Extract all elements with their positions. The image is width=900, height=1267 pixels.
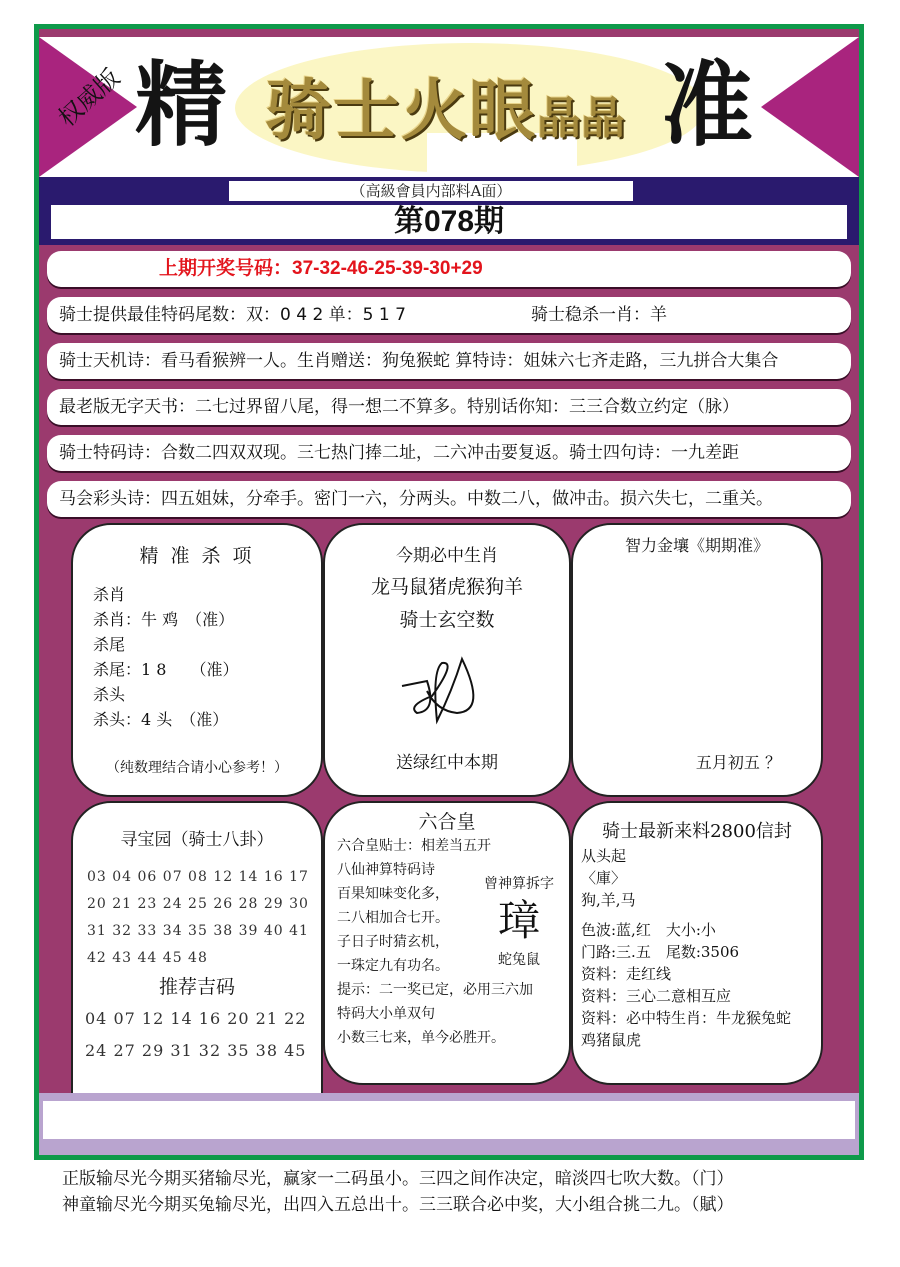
lucky-row: 04 07 12 14 16 20 21 22 [85,1009,307,1028]
kill-items-card [71,523,323,797]
liuhe-tip: 六合皇贴士：相差当五开 [337,838,491,854]
character-split-zodiac: 蛇兔鼠 [498,952,540,968]
character-split-title: 曾神算拆字 [484,876,554,892]
poem-row-1: 骑士天机诗：看马看猴辨一人。生肖赠送：狗兔猴蛇 算特诗：姐妹六七齐走路，三九拼合大集合 [47,343,851,379]
header-title [265,71,625,149]
last-draw-row: 上期开奖号码：37-32-46-25-39-30+29 [47,251,851,287]
footer-blank [43,1101,855,1139]
character-split-char: 璋 [497,896,540,945]
kill-card-title: 精 准 杀 项 [139,545,255,567]
edition-badge: 权威版 [53,63,126,133]
treasure-title: 寻宝园（骑士八卦） [120,830,274,850]
liuhe-verse-title: 特码大小单双句 [337,1006,435,1022]
issue-number: 第078期 [51,205,847,239]
liuhe-card [323,801,571,1085]
info-line: 资料：必中特生肖：牛龙猴兔蛇 [581,1009,792,1027]
color-wave: 色波:蓝,红 大小:小 [581,921,716,939]
poster-header [39,37,859,177]
liuhe-poem-line: 二八相加合七开。 [337,910,449,926]
character-split-box [471,873,567,969]
wisdom-title: 智力金壤《期期准》 [624,536,769,555]
number-row: 20 21 23 24 25 26 28 29 30 [87,896,309,912]
footer-band [39,1093,859,1155]
kill-card-note: （纯数理结合请小心参考！） [106,760,288,776]
kill-line: 杀尾：1 8 （准） [93,660,239,679]
kill-line: 杀肖：牛 鸡 （准） [93,610,235,629]
door-tail: 门路:三.五 尾数:3506 [581,943,740,961]
wisdom-footer: 五月初五 ？ [695,753,781,772]
poem-row-3: 骑士特码诗：合数二四双双现。三七热门捧二址，二六冲击要复返。骑士四句诗：一九差距 [47,435,851,471]
header-title-main: 骑士火眼 [265,71,537,149]
right-triangle-decoration [761,37,859,177]
zodiac-footer: 送绿红中本期 [396,753,498,773]
info-line: 资料：走红线 [581,965,672,983]
bottom-verse-1: 正版输尽光今期买猪输尽光，赢家一二码虽小。三四之间作决定，暗淡四七吹大数。（门） [62,1169,734,1189]
header-left-char: 精 [135,51,228,159]
kill-line: 杀头 [93,685,126,704]
zodiac-line-2: 龙马鼠猪虎猴狗羊 [370,576,523,598]
number-row: 03 04 06 07 08 12 14 16 17 [87,869,309,885]
tail-numbers-row [47,297,851,333]
tail-numbers: 骑士提供最佳特码尾数：双：0 4 2 单：5 1 7 [59,305,406,325]
info-line: 资料：三心二意相互应 [581,987,732,1005]
letters-line: 从头起 [581,847,627,865]
poem-row-4: 马会彩头诗：四五姐妹，分牵手。密门一六，分两头。中数二八，做冲击。损六失七，二重关。 [47,481,851,517]
letters-line: 狗,羊,马 [581,891,636,909]
treasure-numbers [73,850,321,972]
poem-row-2: 最老版无字天书：二七过界留八尾，得一想二不算多。特别话你知：三三合数立约定（脉） [47,389,851,425]
letters-line: 〈庫〉 [581,869,627,887]
info-line: 鸡猪鼠虎 [581,1031,642,1049]
kill-line: 杀尾 [93,635,126,654]
header-title-small: 晶晶 [537,93,625,144]
number-row: 42 43 44 45 48 [87,950,208,966]
zodiac-line-3: 骑士玄空数 [399,609,495,631]
kill-line: 杀头：4 头 （准） [93,710,229,729]
wisdom-card [571,523,823,797]
liuhe-hint: 提示：二一奖已定，必用三六加 [337,982,533,998]
navy-band [39,177,859,245]
liuhe-poem-line: 子日子时猜玄机， [337,934,449,950]
lucky-row: 24 27 29 31 32 35 38 45 [85,1041,307,1060]
zodiac-card [323,523,571,797]
liuhe-poem-line: 一珠定九有功名。 [337,958,449,974]
treasure-card [71,801,323,1095]
subtitle: （高級會員内部料A面） [229,181,633,201]
kill-zodiac: 骑士稳杀一肖：羊 [531,305,667,325]
poster-frame [34,24,864,1160]
liuhe-poem-title: 八仙神算特码诗 [337,862,435,878]
signature-scribble-icon [397,651,497,731]
header-right-char: 准 [660,51,753,159]
letters-title: 骑士最新来料2800信封 [602,821,792,842]
zodiac-line-1: 今期必中生肖 [396,546,498,566]
lucky-numbers [73,999,321,1067]
liuhe-verse: 小数三七来，单今必胜开。 [337,1030,505,1046]
number-row: 31 32 33 34 35 38 39 40 41 [87,923,309,939]
lucky-title: 推荐吉码 [158,976,235,998]
liuhe-title: 六合皇 [418,811,476,833]
bottom-verse-2: 神童输尽光今期买兔输尽光，出四入五总出十。三三联合必中奖，大小组合挑二九。（賦） [62,1195,734,1215]
liuhe-poem-line: 百果知味变化多， [337,886,449,902]
kill-line: 杀肖 [93,585,126,604]
letters-card [571,801,823,1085]
poster-body [39,29,859,1155]
